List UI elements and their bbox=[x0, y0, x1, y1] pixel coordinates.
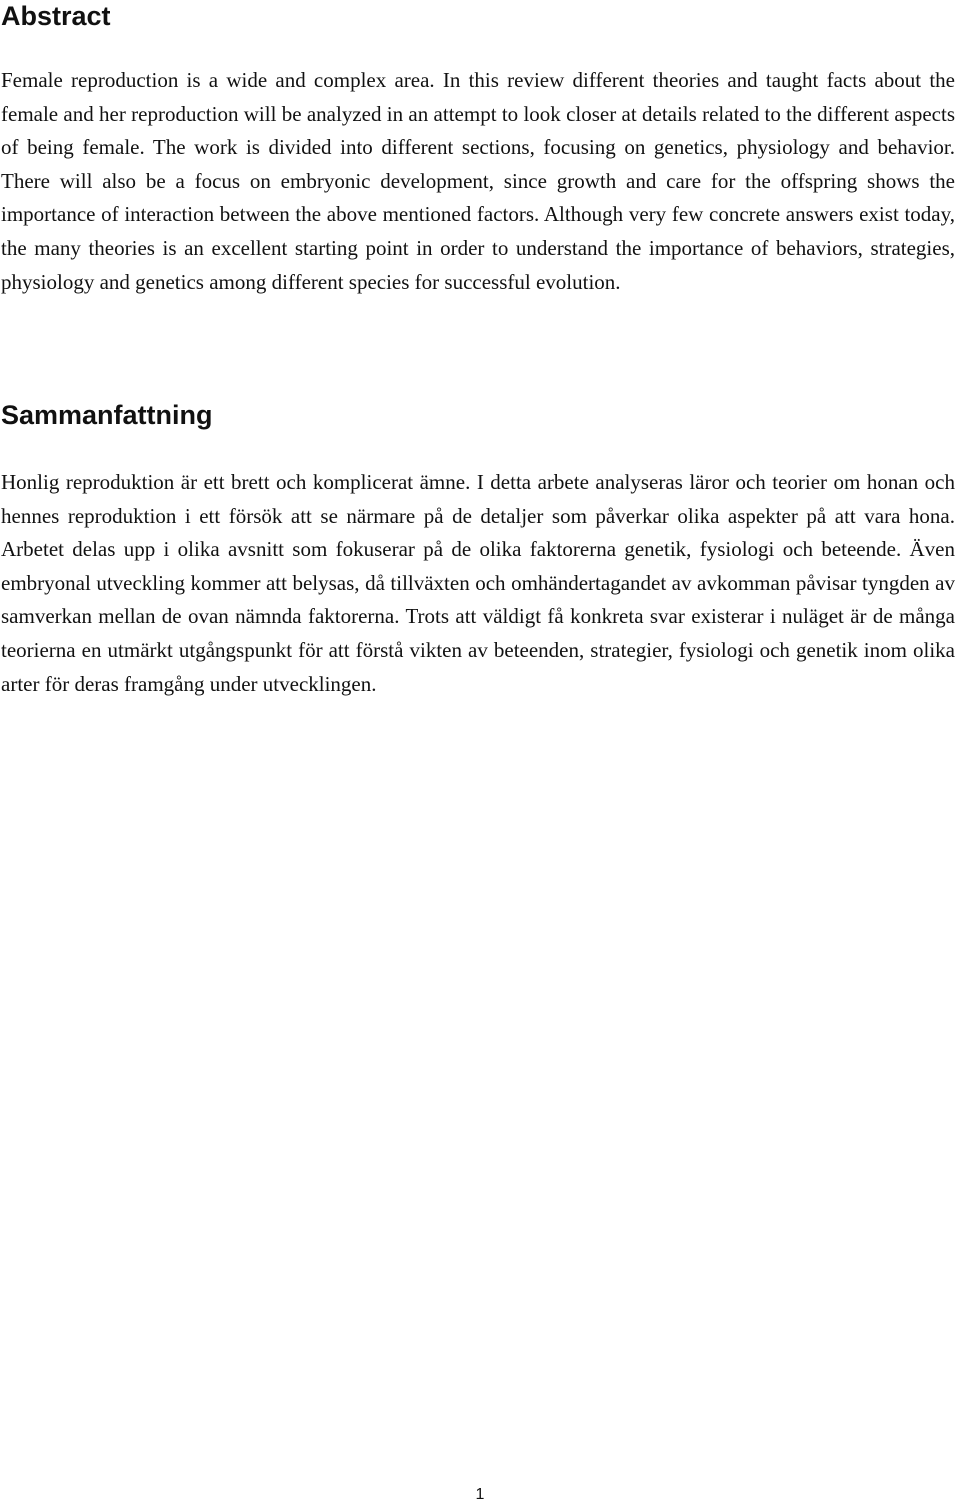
sammanfattning-heading: Sammanfattning bbox=[1, 400, 213, 430]
abstract-heading: Abstract bbox=[1, 1, 111, 31]
abstract-paragraph: Female reproduction is a wide and complex area. In this review different theories and taught facts about the female and her reproduction will be analyzed in an attempt to look closer at details related to the different aspects of being female. The work is divided into different sections, focusing on genetics, physiology and behavior. There will also be a focus on embryonic development, since growth and care for the offspring shows the importance of interaction between the above mentioned factors. Although very few concrete answers exist today, the many theories is an excellent starting point in order to understand the importance of behaviors, strategies, physiology and genetics among different species for successful evolution. bbox=[1, 68, 955, 294]
sammanfattning-paragraph: Honlig reproduktion är ett brett och komplicerat ämne. I detta arbete analyseras läror och teorier om honan och hennes reproduktion i ett försök att se närmare på de detaljer som påverkar olika aspekter på att vara hona. Arbetet delas upp i olika avsnitt som fokuserar på de olika faktorerna genetik, fysiologi och beteende. Även embryonal utveckling kommer att belysas, då tillväxten och omhändertagandet av avkomman påvisar tyngden av samverkan mellan de ovan nämnda faktorerna. Trots att väldigt få konkreta svar existerar i nuläget är de många teorierna en utmärkt utgångspunkt för att förstå vikten av beteenden, strategier, fysiologi och genetik inom olika arter för deras framgång under utvecklingen. bbox=[1, 470, 955, 696]
page-number: 1 bbox=[475, 1486, 485, 1503]
